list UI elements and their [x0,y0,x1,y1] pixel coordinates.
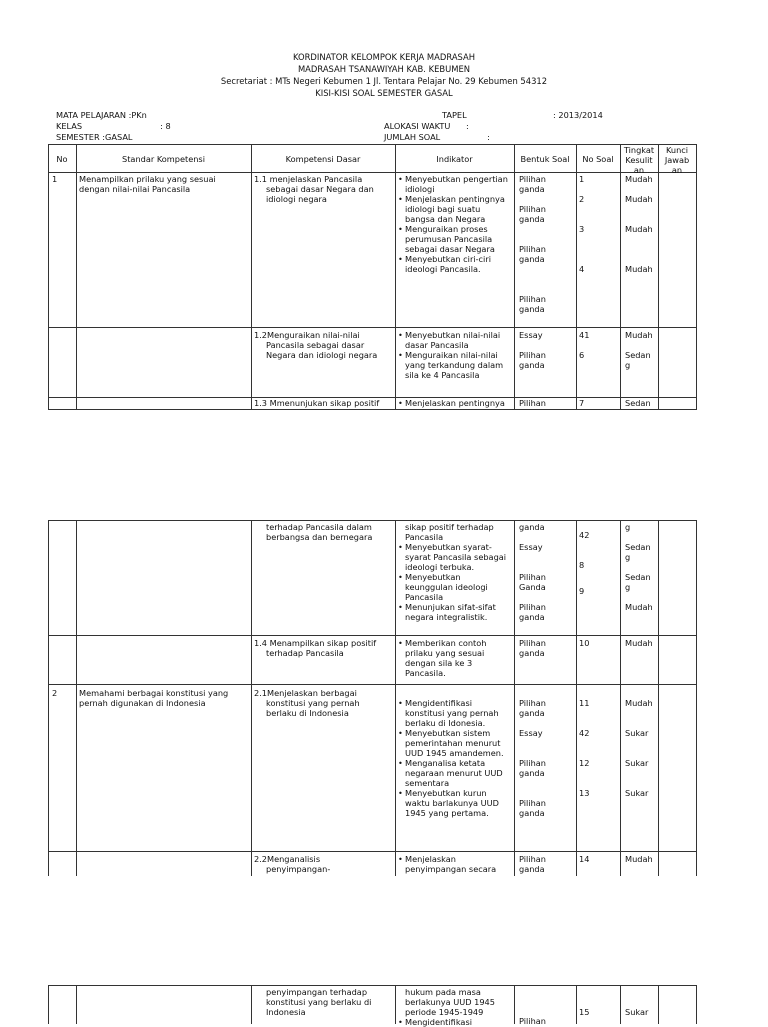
tingkat-kesulitan-cell: Sukar [625,1007,649,1017]
meta-semester: SEMESTER :GASAL [56,132,133,142]
col-header-kompetensi-dasar: Kompetensi Dasar [285,154,361,164]
tingkat-kesulitan-cell: Mudah Sedan g [625,330,653,370]
list-item: • Menyebutkan ciri-ciri ideologi Pancasila. [398,254,513,274]
bentuk-soal-cell: Pilihan [519,1016,546,1026]
list-item: • Menjelaskan penyimpangan secara [398,854,513,874]
bentuk-soal-cell: Pilihan ganda [519,638,546,658]
kompetensi-dasar-cell: penyimpangan terhadap konstitusi yang berlaku di Indonesia [266,987,372,1017]
bentuk-soal-cell: Pilihan [519,398,546,408]
list-item: • Menyebutkan keunggulan ideologi Pancasila [398,572,513,602]
kompetensi-dasar-cell: terhadap Pancasila dalam berbangsa dan bernegara [266,522,373,542]
col-header-bentuk-soal: Bentuk Soal [520,154,570,164]
indikator-cell [398,638,513,678]
list-item: • Mengidentifikasi konstitusi yang pernah berlaku di Idonesia. [398,698,513,728]
list-item: • Menyebutkan pengertian idiologi [398,174,513,194]
meta-jumlah: JUMLAH SOAL : [384,132,490,142]
col-header-no: No [56,154,68,164]
tingkat-kesulitan-cell: Mudah [625,638,653,648]
meta-tapel-label: TAPEL [442,110,467,120]
no-soal-cell: 42 8 9 [579,530,590,596]
row-number: 2 [52,688,58,698]
standar-kompetensi-cell: Memahami berbagai konstitusi yang pernah digunakan di Indonesia [79,688,229,708]
indikator-cell [398,698,513,818]
indikator-cell: sikap positif terhadap Pancasila • Menyebutkan syarat- syarat Pancasila sebagai ideologi terbuka. • Menyebutkan keunggulan ideologi Pancasila • Menunjukan sifat-sifat negara integralistik. [398,522,513,622]
list-item: • Menjelaskan pentingnya [398,398,513,408]
tingkat-kesulitan-cell: g Sedan g Sedan g Mudah [625,522,653,612]
indikator-cell [398,330,513,380]
no-soal-cell: 41 6 [579,330,590,360]
list-item: • Menyebutkan syarat- syarat Pancasila sebagai ideologi terbuka. [398,542,513,572]
meta-alokasi: ALOKASI WAKTU : [384,121,469,131]
col-header-standar-kompetensi: Standar Kompetensi [122,154,205,164]
list-item: • Menyebutkan sistem pemerintahan menurut UUD 1945 amandemen. [398,728,513,758]
tingkat-kesulitan-cell: Mudah Sukar Sukar Sukar [625,698,653,798]
bentuk-soal-cell: ganda Essay Pilihan Ganda Pilihan ganda [519,522,546,622]
tingkat-kesulitan-cell: Mudah [625,854,653,864]
list-item: • Menyebutkan kurun waktu barlakunya UUD 1945 yang pertama. [398,788,513,818]
document-title: KISI-KISI SOAL SEMESTER GASAL [315,88,453,98]
institution-title: KORDINATOR KELOMPOK KERJA MADRASAH [292,52,476,62]
indikator-cell [398,398,513,408]
school-name: MADRASAH TSANAWIYAH KAB. KEBUMEN [297,64,471,74]
tingkat-kesulitan-cell: Mudah Mudah Mudah Mudah [625,174,653,274]
no-soal-cell: 7 [579,398,585,408]
kompetensi-dasar-cell: 1.2Menguraikan nilai-nilai Pancasila sebagai dasar Negara dan idiologi negara [254,330,378,360]
list-item: • Menjelaskan pentingnya idiologi bagi suatu bangsa dan Negara [398,194,513,224]
list-item: • Menunjukan sifat-sifat negara integralistik. [398,602,513,622]
kompetensi-dasar-cell: 1.4 Menampilkan sikap positif terhadap Pancasila [254,638,377,658]
no-soal-cell: 10 [579,638,590,648]
col-header-no-soal: No Soal [582,154,614,164]
indikator-cell: hukum pada masa berlakunya UUD 1945 periode 1945-1949 • Mengidentifikasi [398,987,513,1027]
no-soal-cell: 11 42 12 13 [579,698,590,798]
meta-tapel-value: : 2013/2014 [553,110,603,120]
indikator-cell [398,854,513,874]
no-soal-cell: 1 2 3 4 [579,174,585,274]
list-item: • Mengidentifikasi [398,1017,513,1027]
meta-mapel: MATA PELAJARAN :PKn [56,110,147,120]
list-item: • Menguraikan proses perumusan Pancasila sebagai dasar Negara [398,224,513,254]
kompetensi-dasar-cell: 2.1Menjelaskan berbagai konstitusi yang pernah berlaku di Indonesia [254,688,360,718]
standar-kompetensi-cell: Menampilkan prilaku yang sesuai dengan nilai-nilai Pancasila [79,174,216,194]
bentuk-soal-cell: Essay Pilihan ganda [519,330,546,370]
kompetensi-dasar-cell: 1.1 menjelaskan Pancasila sebagai dasar Negara dan idiologi negara [254,174,374,204]
list-item: • Menganalisa ketata negaraan menurut UUD sementara [398,758,513,788]
tingkat-kesulitan-cell: Sedan [625,398,651,408]
bentuk-soal-cell: Pilihan ganda Pilihan ganda Pilihan ganda Pilihan ganda [519,174,546,314]
no-soal-cell: 14 [579,854,590,864]
bentuk-soal-cell: Pilihan ganda [519,854,546,874]
col-header-kunci-jawaban: Kunci Jawab an [664,145,690,175]
col-header-tingkat-kesulitan: Tingkat Kesulit an [623,145,655,175]
list-item: • Memberikan contoh prilaku yang sesuai dengan sila ke 3 Pancasila. [398,638,513,678]
meta-kelas: KELAS : 8 [56,121,171,131]
list-item: • Menyebutkan nilai-nilai dasar Pancasila [398,330,513,350]
kompetensi-dasar-cell: 2.2Menganalisis penyimpangan- [254,854,331,874]
bentuk-soal-cell: Pilihan ganda Essay Pilihan ganda Pilihan ganda [519,698,546,818]
kompetensi-dasar-cell: 1.3 Mmenunjukan sikap positif [254,398,380,408]
indikator-cell [398,174,513,274]
secretariat-address: Secretariat : MTs Negeri Kebumen 1 Jl. Tentara Pelajar No. 29 Kebumen 54312 [220,76,548,86]
list-item: • Menguraikan nilai-nilai yang terkandung dalam sila ke 4 Pancasila [398,350,513,380]
col-header-indikator: Indikator [436,154,473,164]
row-number: 1 [52,174,58,184]
no-soal-cell: 15 [579,1007,590,1017]
